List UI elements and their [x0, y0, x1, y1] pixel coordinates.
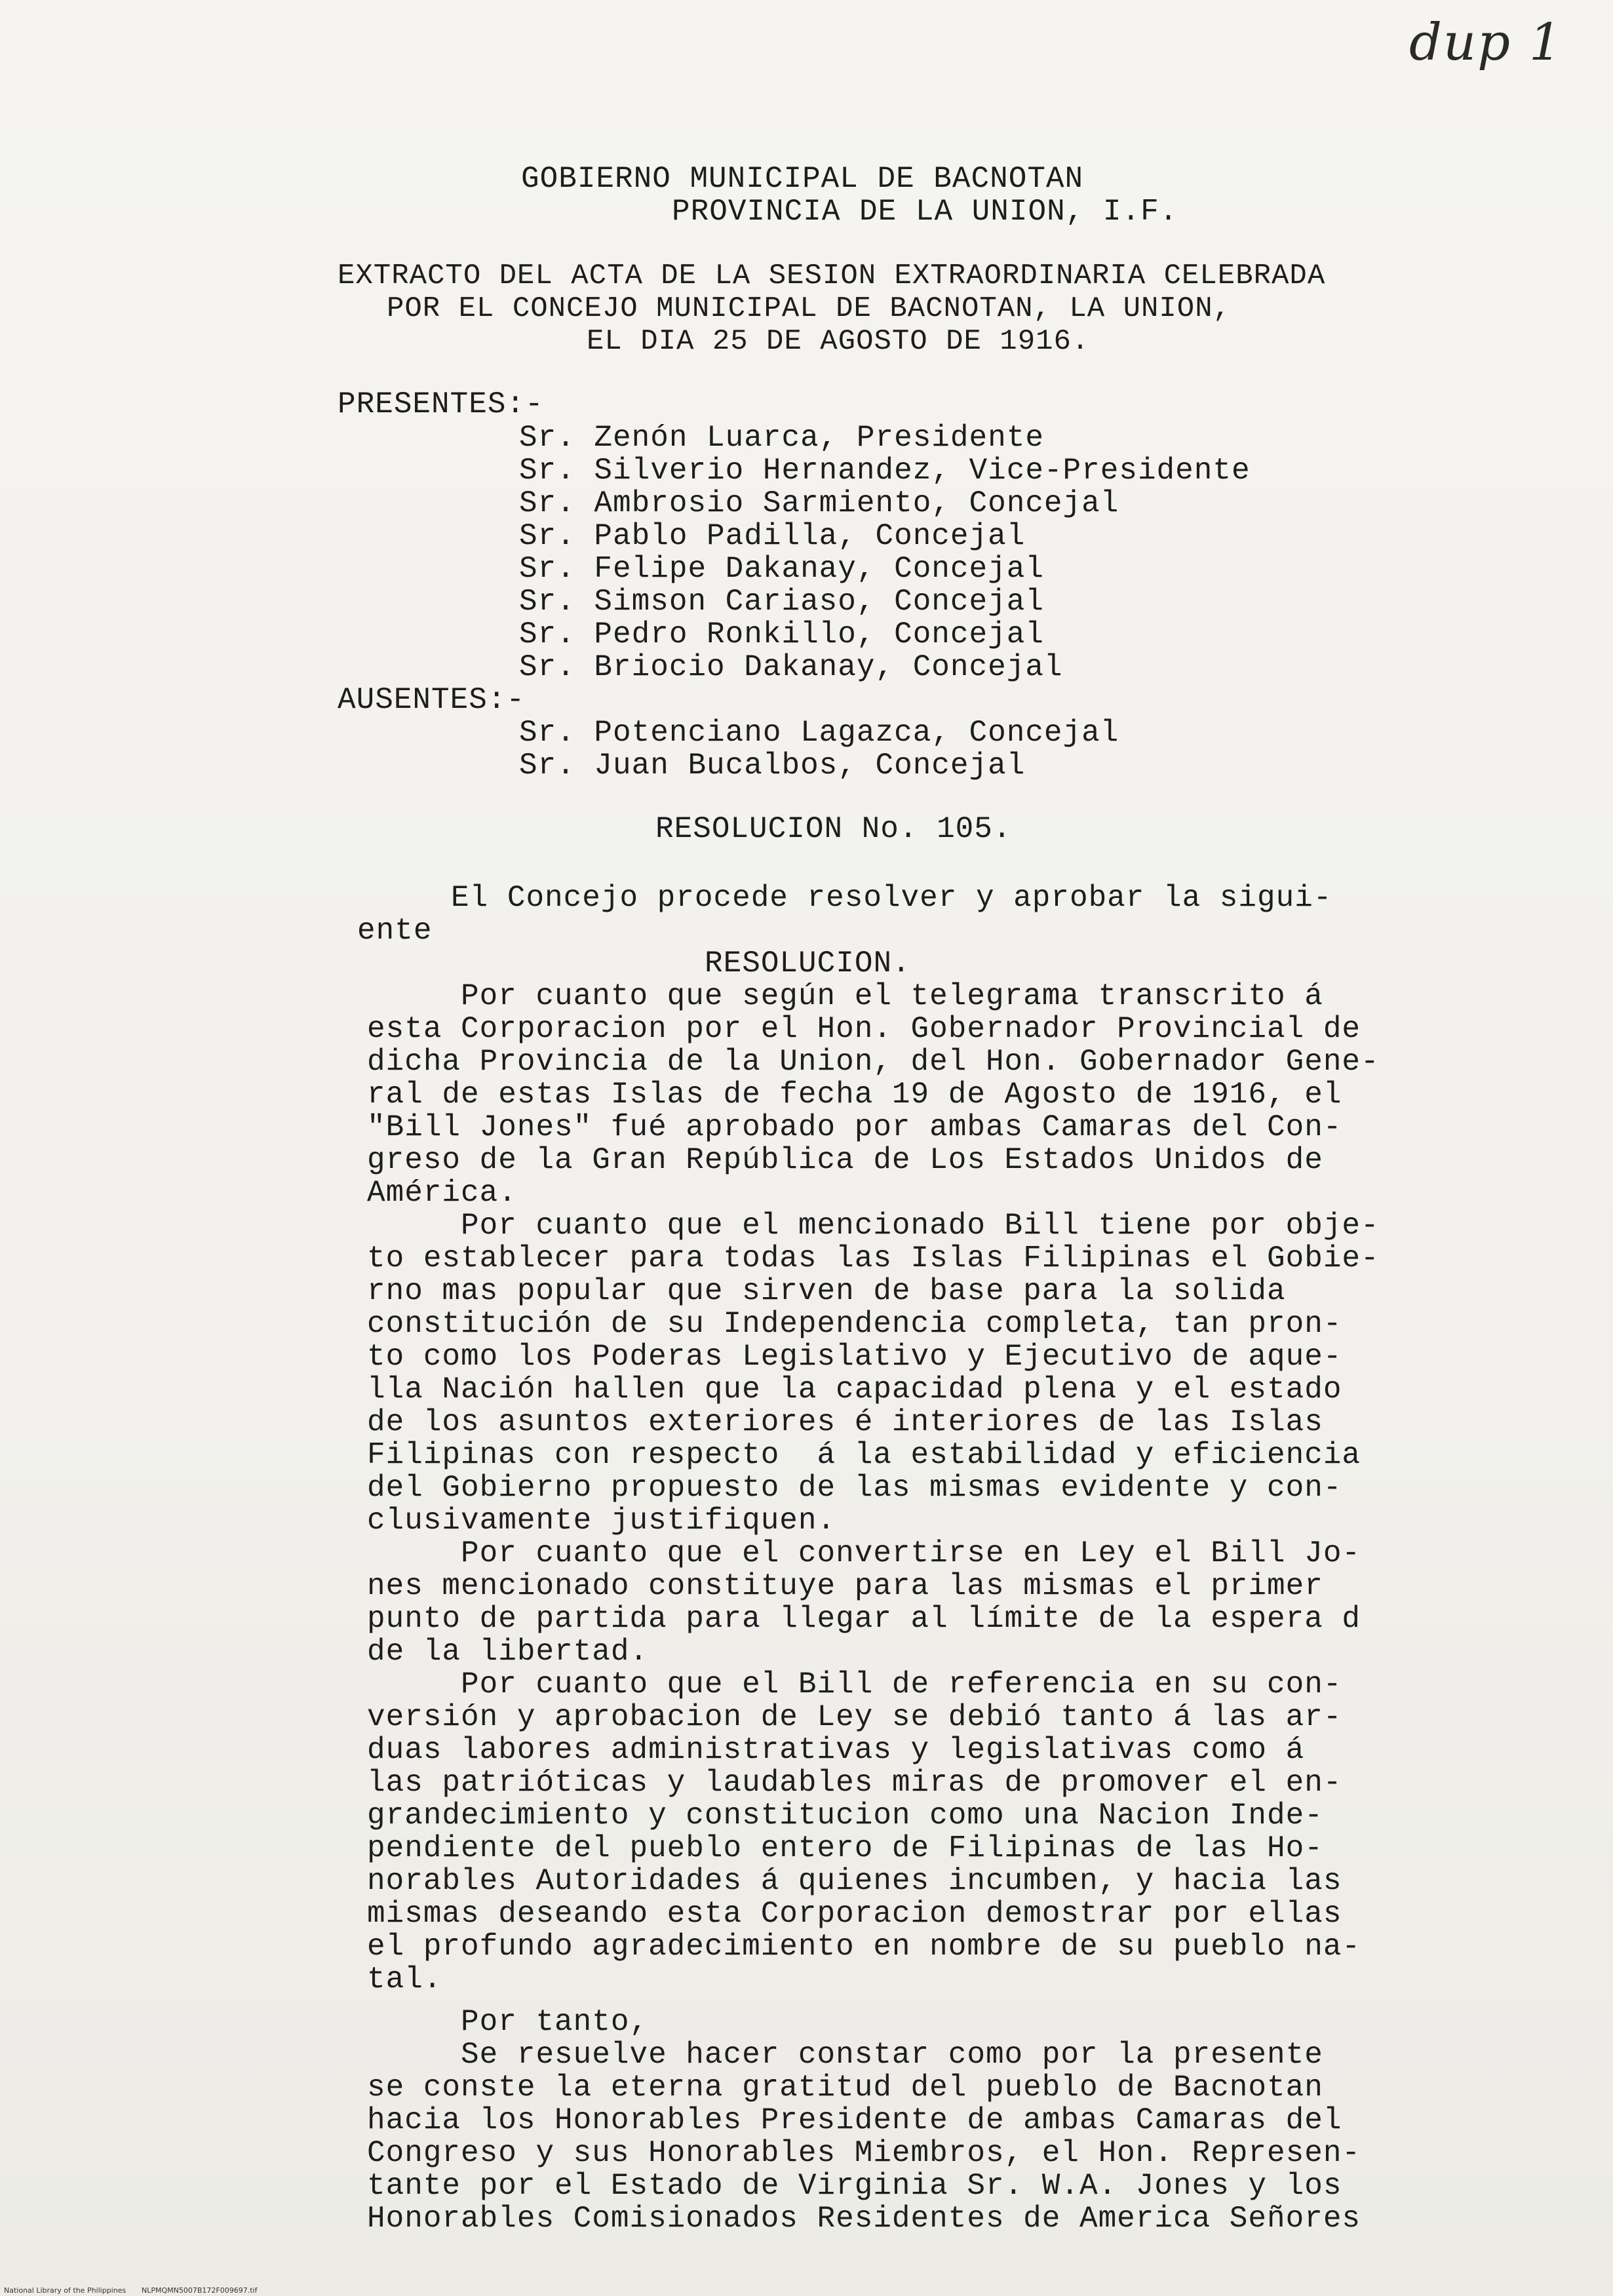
- body-line: Honorables Comisionados Residentes de America Señores: [367, 2202, 1361, 2236]
- footer-file-id: NLPMQMN5007B172F009697.tif: [142, 2286, 258, 2295]
- body-line: clusivamente justifiquen.: [367, 1504, 836, 1538]
- body-line: América.: [367, 1176, 517, 1210]
- intro-line: ente: [357, 914, 433, 948]
- body-line: nes mencionado constituye para las mismas el primer: [367, 1569, 1323, 1603]
- presente-item: Sr. Zenón Luarca, Presidente: [519, 421, 1044, 455]
- body-line: duas labores administrativas y legislativas como á: [367, 1733, 1305, 1767]
- body-line: el profundo agradecimiento en nombre de su pueblo na-: [367, 1930, 1361, 1964]
- body-line: dicha Provincia de la Union, del Hon. Gobernador Gene-: [367, 1045, 1380, 1079]
- body-line: Congreso y sus Honorables Miembros, el Hon. Represen-: [367, 2136, 1361, 2170]
- body-line: lla Nación hallen que la capacidad plena y el estado: [367, 1372, 1342, 1407]
- ausente-item: Sr. Potenciano Lagazca, Concejal: [519, 716, 1119, 750]
- presente-item: Sr. Felipe Dakanay, Concejal: [519, 552, 1044, 586]
- presente-item: Sr. Ambrosio Sarmiento, Concejal: [519, 486, 1119, 520]
- body-line: mismas deseando esta Corporacion demostrar por ellas: [367, 1897, 1342, 1931]
- body-line: hacia los Honorables Presidente de ambas Camaras del: [367, 2103, 1342, 2137]
- handwritten-annotation: dup 1: [1409, 13, 1563, 72]
- ausente-item: Sr. Juan Bucalbos, Concejal: [519, 749, 1026, 783]
- resolution-number: RESOLUCION No. 105.: [655, 812, 1012, 846]
- body-line: rno mas popular que sirven de base para la solida: [367, 1274, 1286, 1308]
- body-line: tal.: [367, 1962, 442, 1996]
- presente-item: Sr. Silverio Hernandez, Vice-Presidente: [519, 454, 1251, 488]
- body-line: se conste la eterna gratitud del pueblo de Bacnotan: [367, 2071, 1323, 2105]
- footer-institution: National Library of the Philippines: [4, 2286, 126, 2295]
- presentes-label: PRESENTES:-: [338, 387, 544, 421]
- body-line: de los asuntos exteriores é interiores de las Islas: [367, 1405, 1323, 1439]
- body-line: Por cuanto que el convertirse en Ley el Bill Jo-: [367, 1536, 1361, 1570]
- body-line: punto de partida para llegar al límite de la espera d: [367, 1602, 1361, 1636]
- header-line-5: EL DIA 25 DE AGOSTO DE 1916.: [587, 325, 1090, 358]
- body-line: "Bill Jones" fué aprobado por ambas Camaras del Con-: [367, 1110, 1342, 1144]
- body-line: esta Corporacion por el Hon. Gobernador Provincial de: [367, 1012, 1361, 1046]
- body-line: las patrióticas y laudables miras de promover el en-: [367, 1766, 1342, 1800]
- body-line: pendiente del pueblo entero de Filipinas de las Ho-: [367, 1831, 1323, 1865]
- header-line-1: GOBIERNO MUNICIPAL DE BACNOTAN: [521, 162, 1084, 196]
- body-line: norables Autoridades á quienes incumben, y hacia las: [367, 1864, 1342, 1898]
- presente-item: Sr. Pedro Ronkillo, Concejal: [519, 617, 1044, 652]
- body-line: to como los Poderas Legislativo y Ejecutivo de aque-: [367, 1340, 1342, 1374]
- presente-item: Sr. Simson Cariaso, Concejal: [519, 585, 1044, 619]
- body-line: Filipinas con respecto á la estabilidad y eficiencia: [367, 1438, 1361, 1472]
- body-line: greso de la Gran República de Los Estados Unidos de: [367, 1143, 1323, 1177]
- header-line-2: PROVINCIA DE LA UNION, I.F.: [672, 195, 1178, 229]
- body-line: Se resuelve hacer constar como por la presente: [367, 2038, 1323, 2072]
- resolution-title: RESOLUCION.: [705, 946, 911, 981]
- body-line: ral de estas Islas de fecha 19 de Agosto de 1916, el: [367, 1078, 1342, 1112]
- body-line: del Gobierno propuesto de las mismas evidente y con-: [367, 1471, 1342, 1505]
- body-line: Por cuanto que según el telegrama transcrito á: [367, 979, 1323, 1013]
- header-line-4: POR EL CONCEJO MUNICIPAL DE BACNOTAN, LA UNION,: [387, 292, 1232, 325]
- ausentes-label: AUSENTES:-: [338, 683, 526, 717]
- body-line: to establecer para todas las Islas Filipinas el Gobie-: [367, 1241, 1380, 1275]
- body-line: Por cuanto que el mencionado Bill tiene por obje-: [367, 1209, 1380, 1243]
- body-line: Por cuanto que el Bill de referencia en su con-: [367, 1667, 1342, 1702]
- body-line: constitución de su Independencia completa, tan pron-: [367, 1307, 1342, 1341]
- body-line: Por tanto,: [367, 2005, 649, 2039]
- body-line: versión y aprobacion de Ley se debió tanto á las ar-: [367, 1700, 1342, 1734]
- body-line: tante por el Estado de Virginia Sr. W.A. Jones y los: [367, 2169, 1342, 2203]
- presente-item: Sr. Pablo Padilla, Concejal: [519, 519, 1026, 553]
- header-line-3: EXTRACTO DEL ACTA DE LA SESION EXTRAORDINARIA CELEBRADA: [338, 260, 1326, 292]
- presente-item: Sr. Briocio Dakanay, Concejal: [519, 650, 1063, 684]
- intro-line: El Concejo procede resolver y aprobar la sigui-: [357, 881, 1332, 915]
- body-line: de la libertad.: [367, 1635, 649, 1669]
- body-line: grandecimiento y constitucion como una Nacion Inde-: [367, 1799, 1323, 1833]
